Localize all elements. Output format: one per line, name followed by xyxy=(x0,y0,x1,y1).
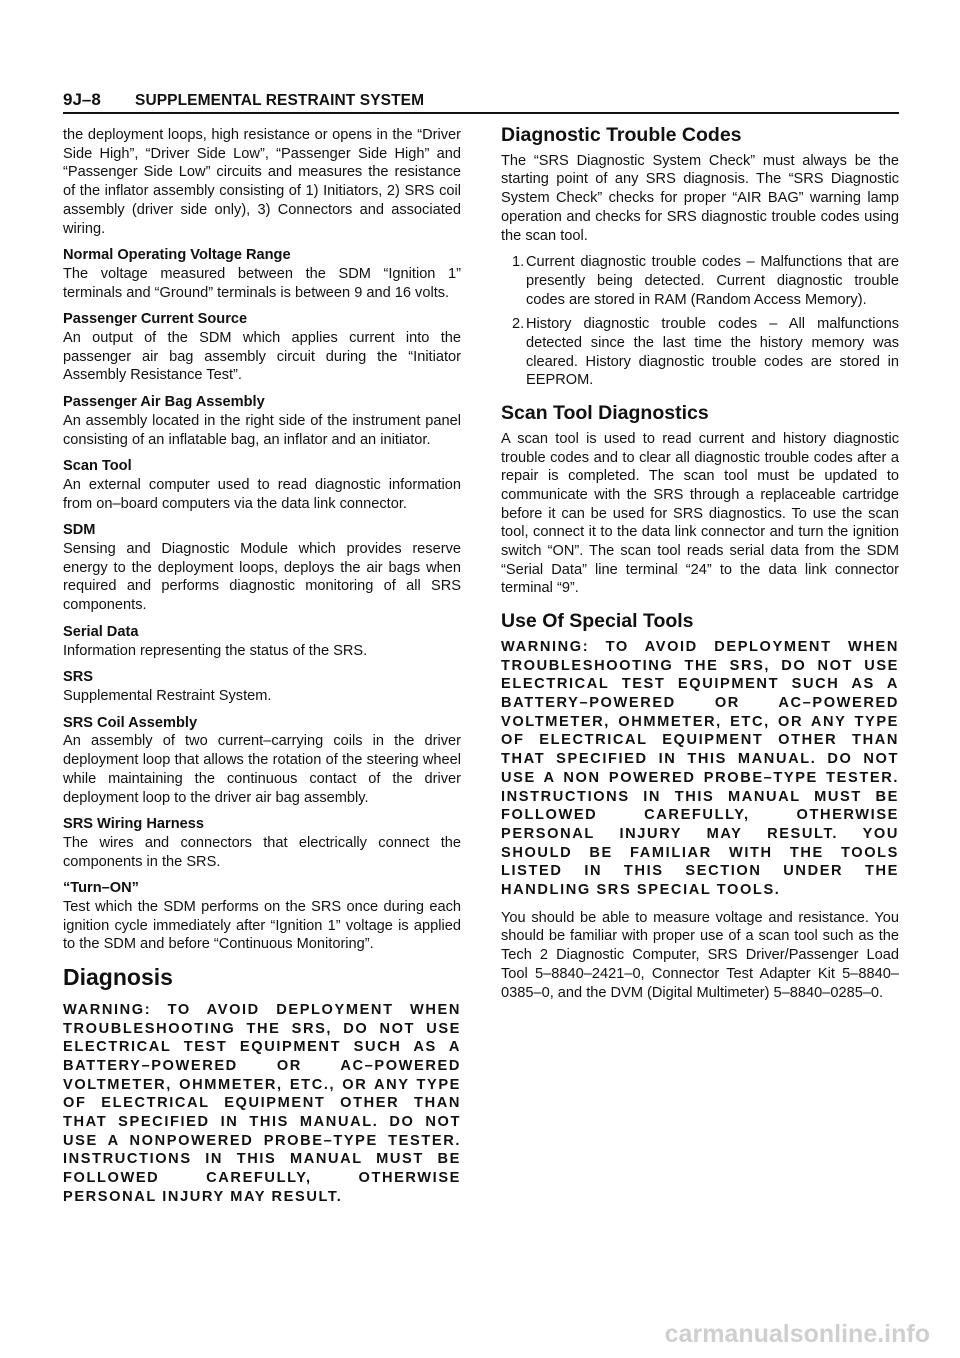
definition-term: Passenger Air Bag Assembly xyxy=(63,394,265,411)
page-header xyxy=(63,86,899,116)
definition-text: An output of the SDM which applies current into the passenger air bag assembly circuit during the “Initiator Assembly Resistance Test”. xyxy=(63,330,461,384)
definition-item xyxy=(63,393,461,449)
definition-text: An assembly of two current–carrying coils in the driver deployment loop that allows the rotation of the steering wheel while maintaining the continuous contact of the driver deployment loop to the driver air bag assembly. xyxy=(63,733,461,806)
definition-term: Serial Data xyxy=(63,623,139,640)
definition-item xyxy=(63,879,461,954)
special-tools-heading: Use Of Special Tools xyxy=(501,610,694,633)
definition-text: An assembly located in the right side of the instrument panel consisting of an inflatable bag, an inflator and an initiator. xyxy=(63,412,461,448)
definition-term: SRS Coil Assembly xyxy=(63,714,198,731)
definition-term: Normal Operating Voltage Range xyxy=(63,247,291,264)
definition-text: The wires and connectors that electrically connect the components in the SRS. xyxy=(63,834,461,870)
right-column xyxy=(501,126,899,1010)
watermark-text: carmanualsonline.info xyxy=(664,1320,930,1348)
special-tools-paragraph: You should be able to measure voltage and resistance. You should be familiar with proper use of a scan tool such as the Tech 2 Diagnostic Computer, SRS Driver/Passenger Load Tool 5–8840–2421–0, Connector Test Adapter Kit 5–8840–0385–0, and the DVM (Digital Multimeter) 5–8840–0285–0. xyxy=(501,909,899,1001)
definition-item xyxy=(63,668,461,705)
special-tools-warning: WARNING: TO AVOID DEPLOYMENT WHEN TROUBLESHOOTING THE SRS, DO NOT USE ELECTRICAL TEST EQUIPMENT SUCH AS A BATTERY–POWERED OR AC–POWERED VOLTMETER, OHMMETER, ETC, OR ANY TYPE OF ELECTRICAL EQUIPMENT OTHER THAN THAT SPECIFIED IN THIS MANUAL. DO NOT USE A NON POWERED PROBE–TYPE TESTER. INSTRUCTIONS IN THIS MANUAL MUST BE FOLLOWED CAREFULLY, OTHERWISE PERSONAL INJURY MAY RESULT. YOU SHOULD BE FAMILIAR WITH THE TOOLS LISTED IN THIS SECTION UNDER THE HANDLING SRS SPECIAL TOOLS. xyxy=(501,638,899,899)
list-item xyxy=(501,315,899,390)
definition-term: Scan Tool xyxy=(63,458,132,475)
watermark-logo xyxy=(630,1316,930,1348)
scan-tool-paragraph: A scan tool is used to read current and history diagnostic trouble codes and to clear all diagnostic trouble codes after a repair is completed. The scan tool must be updated to communicate with the SRS through a replaceable cartridge before it can be used for SRS diagnostics. To use the scan tool, connect it to the data link connector and turn the ignition switch “ON”. The scan tool reads serial data from the SDM “Serial Data” line terminal “24” to the data link connector terminal “9”. xyxy=(501,430,899,597)
intro-paragraph: the deployment loops, high resistance or opens in the “Driver Side High”, “Driver Side Low”, “Passenger Side High” and “Passenger Side Low” circuits and measures the resistance of the inflator assembly consisting of 1) Initiators, 2) SRS coil assembly (driver side only), 3) Connectors and associated wiring. xyxy=(63,127,461,237)
definition-term: Passenger Current Source xyxy=(63,311,248,328)
definition-term: SRS xyxy=(63,669,94,686)
definition-item xyxy=(63,457,461,513)
definition-text: Test which the SDM performs on the SRS once during each ignition cycle immediately after “Ignition 1” voltage is applied to the SDM and before “Continuous Monitoring”. xyxy=(63,899,461,953)
definition-term: “Turn–ON” xyxy=(63,880,139,897)
definition-item xyxy=(63,623,461,660)
list-item xyxy=(501,253,899,309)
dtc-intro: The “SRS Diagnostic System Check” must always be the starting point of any SRS diagnosis. The “SRS Diagnostic System Check” checks for proper “AIR BAG” warning lamp operation and checks for SRS diagnostic trouble codes using the scan tool. xyxy=(501,152,899,244)
definition-item xyxy=(63,714,461,808)
definition-term: SRS Wiring Harness xyxy=(63,816,204,833)
section-title: SUPPLEMENTAL RESTRAINT SYSTEM xyxy=(135,92,425,109)
diagnosis-warning: WARNING: TO AVOID DEPLOYMENT WHEN TROUBLESHOOTING THE SRS, DO NOT USE ELECTRICAL TEST EQUIPMENT SUCH AS A BATTERY–POWERED OR AC–POWERED VOLTMETER, OHMMETER, ETC., OR ANY TYPE OF ELECTRICAL EQUIPMENT OTHER THAN THAT SPECIFIED IN THIS MANUAL. DO NOT USE A NONPOWERED PROBE–TYPE TESTER. INSTRUCTIONS IN THIS MANUAL MUST BE FOLLOWED CAREFULLY, OTHERWISE PERSONAL INJURY MAY RESULT. xyxy=(63,1001,461,1205)
definition-text: Sensing and Diagnostic Module which provides reserve energy to the deployment loops, deploys the air bags when required and performs diagnostic monitoring of all SRS components. xyxy=(63,541,461,614)
definition-text: Information representing the status of the SRS. xyxy=(63,642,368,659)
definition-item xyxy=(63,815,461,871)
list-number: 1. xyxy=(512,254,525,271)
diagnosis-heading: Diagnosis xyxy=(63,964,173,991)
dtc-list xyxy=(501,253,899,390)
definition-text: The voltage measured between the SDM “Ignition 1” terminals and “Ground” terminals is between 9 and 16 volts. xyxy=(63,265,461,301)
scan-tool-heading: Scan Tool Diagnostics xyxy=(501,402,709,425)
dtc-heading: Diagnostic Trouble Codes xyxy=(501,124,742,146)
definition-text: An external computer used to read diagnostic information from on–board computers via the data link connector. xyxy=(63,476,461,512)
definition-item xyxy=(63,521,461,615)
list-number: 2. xyxy=(512,316,525,333)
list-text: History diagnostic trouble codes – All malfunctions detected since the last time the history memory was cleared. History diagnostic trouble codes are stored in EEPROM. xyxy=(526,316,899,389)
page-number: 9J–8 xyxy=(63,90,101,109)
definition-text: Supplemental Restraint System. xyxy=(63,687,272,704)
definition-term: SDM xyxy=(63,522,96,539)
definition-item xyxy=(63,246,461,302)
list-text: Current diagnostic trouble codes – Malfunctions that are presently being detected. Current diagnostic trouble codes are stored in RAM (Random Access Memory). xyxy=(526,254,899,308)
left-column xyxy=(63,126,461,1216)
header-rule xyxy=(63,112,899,114)
definition-item xyxy=(63,310,461,385)
